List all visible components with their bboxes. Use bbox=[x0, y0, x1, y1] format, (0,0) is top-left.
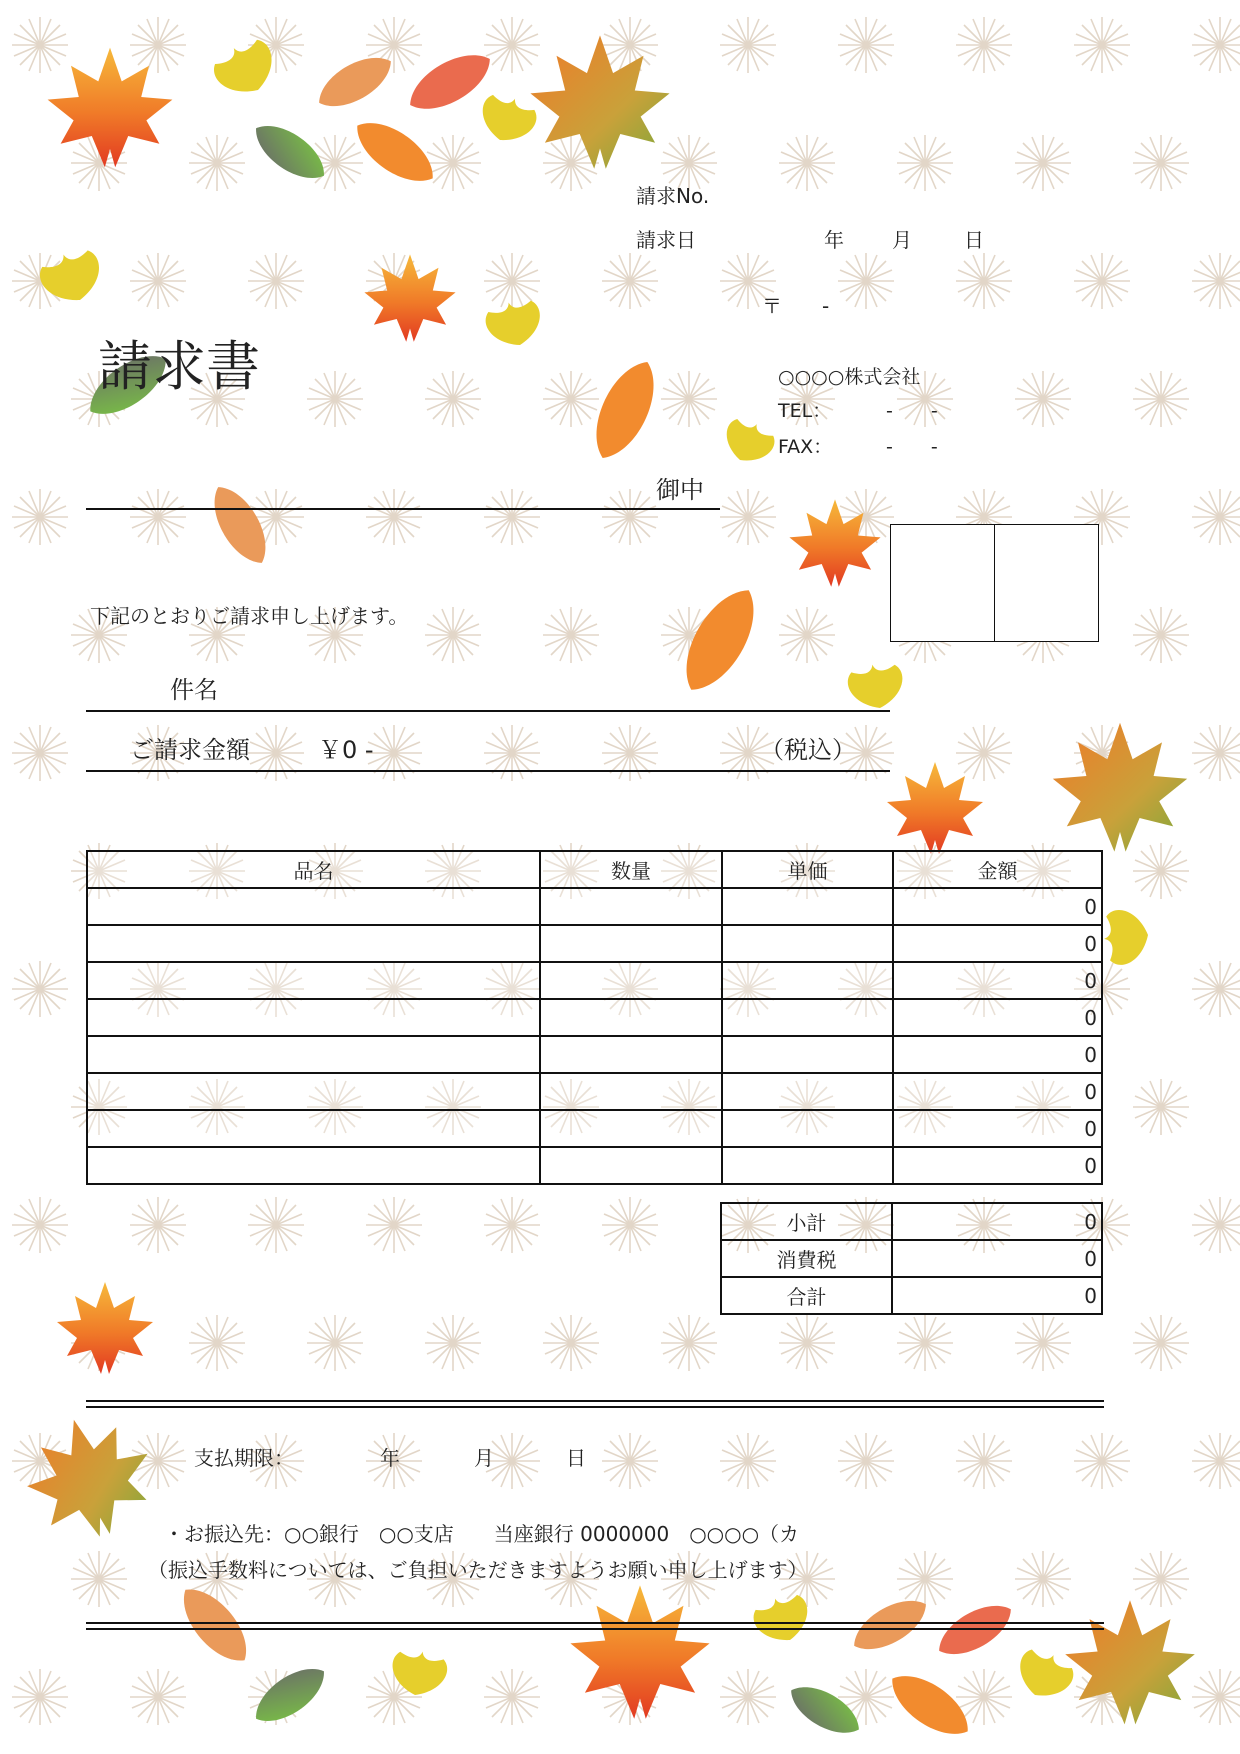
totals-row bbox=[721, 1277, 1102, 1314]
intro-text: 下記のとおりご請求申し上げます。 bbox=[90, 604, 409, 628]
snowflake-icon bbox=[1074, 253, 1130, 309]
snowflake-icon bbox=[130, 1197, 186, 1253]
cell-amount: 0 bbox=[893, 1073, 1102, 1110]
subject-underline bbox=[86, 710, 890, 712]
snowflake-icon bbox=[1133, 607, 1189, 663]
snowflake-icon bbox=[484, 489, 540, 545]
sender-fax-label: FAX： bbox=[778, 436, 833, 458]
table-row bbox=[87, 1036, 1102, 1073]
green-leaf-icon bbox=[246, 1657, 334, 1733]
snowflake-icon bbox=[779, 607, 835, 663]
oval-leaf-icon bbox=[930, 1594, 1019, 1666]
snowflake-icon bbox=[956, 253, 1012, 309]
recipient-honorific: 御中 bbox=[656, 476, 704, 504]
snowflake-icon bbox=[484, 1669, 540, 1725]
snowflake-icon bbox=[130, 253, 186, 309]
snowflake-icon bbox=[956, 1433, 1012, 1489]
snowflake-icon bbox=[720, 17, 776, 73]
oval-leaf-icon bbox=[170, 1577, 259, 1673]
snowflake-icon bbox=[1133, 135, 1189, 191]
amount-label: ご請求金額 bbox=[130, 736, 250, 764]
totals-value: 0 bbox=[892, 1277, 1102, 1314]
snowflake-icon bbox=[1192, 1197, 1240, 1253]
snowflake-icon bbox=[366, 1197, 422, 1253]
snowflake-icon bbox=[602, 489, 658, 545]
cell-unit-price bbox=[722, 1073, 893, 1110]
amount-value: ￥0 - bbox=[318, 736, 374, 764]
snowflake-icon bbox=[1015, 371, 1071, 427]
cell-item-name bbox=[87, 1147, 540, 1184]
snowflake-icon bbox=[1133, 1551, 1189, 1607]
payment-deadline-label: 支払期限： bbox=[194, 1446, 294, 1470]
items-table bbox=[86, 850, 1103, 1185]
cell-amount: 0 bbox=[893, 1110, 1102, 1147]
snowflake-icon bbox=[1192, 1433, 1240, 1489]
table-row bbox=[87, 1073, 1102, 1110]
snowflake-icon bbox=[602, 253, 658, 309]
maple-leaf-icon bbox=[364, 254, 455, 341]
maple-leaf-icon bbox=[887, 762, 983, 854]
table-row bbox=[87, 962, 1102, 999]
transfer-info: ・お振込先：○○銀行 ○○支店 当座銀行 0000000 ○○○○（カ bbox=[164, 1522, 800, 1546]
snowflake-icon bbox=[602, 1433, 658, 1489]
table-row bbox=[87, 1110, 1102, 1147]
cell-amount: 0 bbox=[893, 1147, 1102, 1184]
payment-month-label: 月 bbox=[474, 1446, 494, 1470]
snowflake-icon bbox=[897, 1315, 953, 1371]
snowflake-icon bbox=[12, 725, 68, 781]
invoice-date-day-label: 日 bbox=[964, 228, 984, 252]
totals-label: 消費税 bbox=[721, 1240, 892, 1277]
footer-line bbox=[86, 1622, 1104, 1624]
maple-leaf-icon bbox=[789, 499, 880, 586]
sender-tel-label: TEL： bbox=[778, 400, 832, 422]
snowflake-icon bbox=[956, 725, 1012, 781]
cell-amount: 0 bbox=[893, 999, 1102, 1036]
oval-leaf-icon bbox=[202, 478, 278, 572]
payment-year-label: 年 bbox=[380, 1446, 400, 1470]
invoice-no-label: 請求No. bbox=[636, 184, 710, 208]
snowflake-icon bbox=[366, 725, 422, 781]
amount-tax-note: （税込） bbox=[760, 736, 856, 764]
ginkgo-leaf-icon bbox=[749, 1589, 825, 1674]
snowflake-icon bbox=[543, 371, 599, 427]
snowflake-icon bbox=[189, 135, 245, 191]
cell-unit-price bbox=[722, 888, 893, 925]
cell-amount: 0 bbox=[893, 925, 1102, 962]
snowflake-icon bbox=[366, 489, 422, 545]
snowflake-icon bbox=[12, 17, 68, 73]
totals-value: 0 bbox=[892, 1203, 1102, 1240]
totals-value: 0 bbox=[892, 1240, 1102, 1277]
cell-item-name bbox=[87, 1036, 540, 1073]
snowflake-icon bbox=[1133, 843, 1189, 899]
snowflake-icon bbox=[130, 17, 186, 73]
ginkgo-leaf-icon bbox=[708, 414, 779, 492]
table-row bbox=[87, 1147, 1102, 1184]
table-row bbox=[87, 888, 1102, 925]
cell-quantity bbox=[540, 925, 722, 962]
subject-label: 件名 bbox=[170, 676, 218, 704]
ginkgo-leaf-icon bbox=[465, 89, 541, 174]
recipient-underline bbox=[86, 508, 720, 510]
snowflake-icon bbox=[425, 1315, 481, 1371]
snowflake-icon bbox=[71, 1551, 127, 1607]
cell-amount: 0 bbox=[893, 888, 1102, 925]
cell-amount: 0 bbox=[893, 962, 1102, 999]
cell-quantity bbox=[540, 1036, 722, 1073]
snowflake-icon bbox=[484, 1197, 540, 1253]
snowflake-icon bbox=[956, 17, 1012, 73]
maple-leaf-icon bbox=[1053, 723, 1187, 852]
snowflake-icon bbox=[838, 1433, 894, 1489]
sender-tel-value: - - bbox=[886, 400, 938, 422]
payment-day-label: 日 bbox=[566, 1446, 586, 1470]
snowflake-icon bbox=[307, 1315, 363, 1371]
snowflake-icon bbox=[248, 1197, 304, 1253]
snowflake-icon bbox=[130, 1669, 186, 1725]
snowflake-icon bbox=[838, 253, 894, 309]
snowflake-icon bbox=[1015, 1551, 1071, 1607]
cell-unit-price bbox=[722, 1147, 893, 1184]
ginkgo-leaf-icon bbox=[1102, 905, 1177, 966]
sender-fax-value: - - bbox=[886, 436, 938, 458]
separator-line bbox=[86, 1406, 1104, 1408]
oval-leaf-icon bbox=[845, 1589, 934, 1661]
cell-item-name bbox=[87, 1110, 540, 1147]
seal-box bbox=[994, 524, 1099, 642]
invoice-date-month-label: 月 bbox=[892, 228, 912, 252]
ginkgo-leaf-icon bbox=[208, 33, 299, 130]
maple-leaf-icon bbox=[48, 48, 173, 168]
snowflake-icon bbox=[1133, 1079, 1189, 1135]
snowflake-icon bbox=[130, 489, 186, 545]
cell-quantity bbox=[540, 888, 722, 925]
snowflake-icon bbox=[484, 725, 540, 781]
snowflake-icon bbox=[602, 1197, 658, 1253]
cell-item-name bbox=[87, 925, 540, 962]
cell-quantity bbox=[540, 1073, 722, 1110]
snowflake-icon bbox=[307, 371, 363, 427]
invoice-date-label: 請求日 bbox=[636, 228, 696, 252]
footer-line bbox=[86, 1628, 1104, 1630]
snowflake-icon bbox=[425, 607, 481, 663]
snowflake-icon bbox=[12, 1669, 68, 1725]
snowflake-icon bbox=[1192, 1669, 1240, 1725]
snowflake-icon bbox=[484, 253, 540, 309]
snowflake-icon bbox=[1133, 1315, 1189, 1371]
cell-item-name bbox=[87, 888, 540, 925]
snowflake-icon bbox=[1192, 489, 1240, 545]
separator-line bbox=[86, 1400, 1104, 1402]
cell-quantity bbox=[540, 999, 722, 1036]
cell-unit-price bbox=[722, 1110, 893, 1147]
ginkgo-leaf-icon bbox=[482, 295, 553, 377]
items-table-header bbox=[87, 851, 1102, 888]
snowflake-icon bbox=[425, 135, 481, 191]
totals-row bbox=[721, 1203, 1102, 1240]
snowflake-icon bbox=[1074, 1433, 1130, 1489]
transfer-fee-note: （振込手数料については、ご負担いただきますようお願い申し上げます） bbox=[148, 1558, 808, 1582]
totals-label: 合計 bbox=[721, 1277, 892, 1314]
cell-quantity bbox=[540, 1147, 722, 1184]
snowflake-icon bbox=[1192, 17, 1240, 73]
maple-leaf-icon bbox=[1065, 1600, 1195, 1724]
cell-quantity bbox=[540, 1110, 722, 1147]
snowflake-icon bbox=[248, 725, 304, 781]
cell-item-name bbox=[87, 962, 540, 999]
header-amount: 金額 bbox=[893, 851, 1102, 888]
sender-postal: 〒 - bbox=[762, 294, 830, 318]
snowflake-icon bbox=[1192, 725, 1240, 781]
snowflake-icon bbox=[484, 17, 540, 73]
table-row bbox=[87, 999, 1102, 1036]
cell-item-name bbox=[87, 1073, 540, 1110]
page-title: 請求書 bbox=[98, 335, 260, 398]
cell-item-name bbox=[87, 999, 540, 1036]
snowflake-icon bbox=[720, 489, 776, 545]
maple-leaf-icon bbox=[530, 35, 669, 168]
snowflake-icon bbox=[720, 1669, 776, 1725]
snowflake-icon bbox=[1133, 371, 1189, 427]
table-row bbox=[87, 925, 1102, 962]
snowflake-icon bbox=[897, 135, 953, 191]
snowflake-icon bbox=[1074, 17, 1130, 73]
snowflake-icon bbox=[1015, 135, 1071, 191]
invoice-date-year-label: 年 bbox=[824, 228, 844, 252]
cell-quantity bbox=[540, 962, 722, 999]
snowflake-icon bbox=[838, 17, 894, 73]
snowflake-icon bbox=[12, 489, 68, 545]
seal-box bbox=[890, 524, 995, 642]
snowflake-icon bbox=[602, 725, 658, 781]
snowflake-icon bbox=[543, 1315, 599, 1371]
cell-unit-price bbox=[722, 999, 893, 1036]
snowflake-icon bbox=[897, 1551, 953, 1607]
green-leaf-icon bbox=[246, 114, 334, 190]
snowflake-icon bbox=[779, 135, 835, 191]
ginkgo-leaf-icon bbox=[845, 660, 911, 738]
snowflake-icon bbox=[12, 961, 68, 1017]
ginkgo-leaf-icon bbox=[999, 1644, 1078, 1731]
cell-unit-price bbox=[722, 1036, 893, 1073]
oval-leaf-icon bbox=[310, 46, 399, 118]
header-item-name: 品名 bbox=[87, 851, 540, 888]
snowflake-icon bbox=[661, 371, 717, 427]
cell-unit-price bbox=[722, 925, 893, 962]
header-quantity: 数量 bbox=[540, 851, 722, 888]
snowflake-icon bbox=[661, 1315, 717, 1371]
amount-underline bbox=[86, 770, 890, 772]
snowflake-icon bbox=[720, 1433, 776, 1489]
snowflake-icon bbox=[189, 1315, 245, 1371]
snowflake-icon bbox=[543, 607, 599, 663]
header-unit-price: 単価 bbox=[722, 851, 893, 888]
totals-label: 小計 bbox=[721, 1203, 892, 1240]
sender-company: ○○○○株式会社 bbox=[778, 366, 921, 388]
totals-row bbox=[721, 1240, 1102, 1277]
snowflake-icon bbox=[12, 1197, 68, 1253]
maple-leaf-icon bbox=[57, 1282, 153, 1374]
cell-amount: 0 bbox=[893, 1036, 1102, 1073]
snowflake-icon bbox=[1192, 961, 1240, 1017]
snowflake-icon bbox=[248, 253, 304, 309]
snowflake-icon bbox=[425, 371, 481, 427]
cell-unit-price bbox=[722, 962, 893, 999]
totals-table bbox=[720, 1202, 1103, 1315]
snowflake-icon bbox=[1015, 1315, 1071, 1371]
snowflake-icon bbox=[779, 1315, 835, 1371]
snowflake-icon bbox=[1192, 253, 1240, 309]
